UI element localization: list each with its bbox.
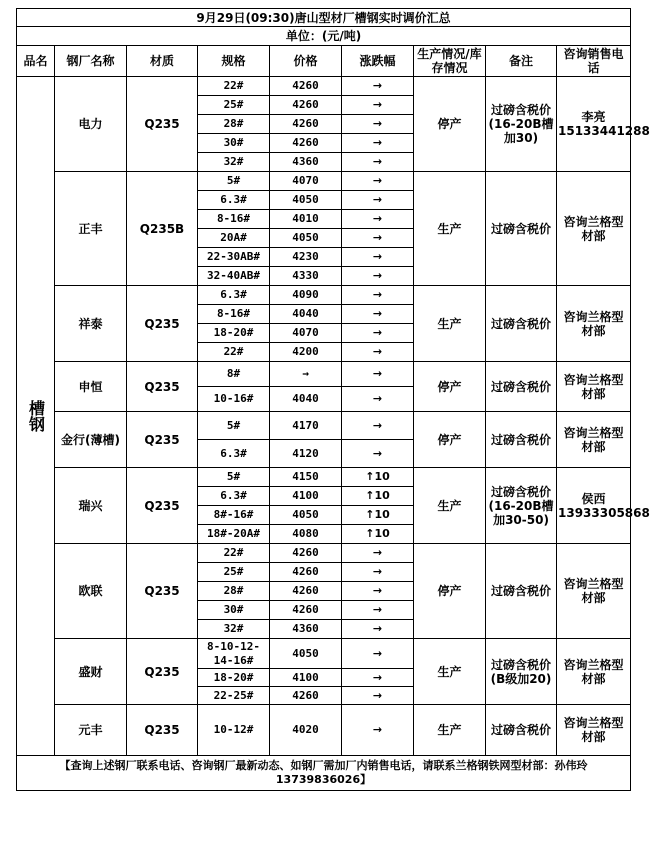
material: Q235 <box>127 286 198 362</box>
header-change: 涨跌幅 <box>342 46 414 77</box>
price: 4070 <box>270 324 342 343</box>
change: → <box>342 96 414 115</box>
price: 4260 <box>270 134 342 153</box>
spec: 20A# <box>198 229 270 248</box>
spec: 5# <box>198 468 270 487</box>
mill-name: 盛财 <box>55 639 127 705</box>
table-row <box>17 639 631 669</box>
spec: 18-20# <box>198 669 270 687</box>
change: → <box>342 687 414 705</box>
header-spec: 规格 <box>198 46 270 77</box>
spec: 18#-20A# <box>198 525 270 544</box>
material: Q235 <box>127 705 198 756</box>
price-summary-table <box>16 8 650 791</box>
spec: 32-40AB# <box>198 267 270 286</box>
price: 4260 <box>270 601 342 620</box>
spec: 18-20# <box>198 324 270 343</box>
price: 4070 <box>270 172 342 191</box>
price: 4360 <box>270 620 342 639</box>
price: 4020 <box>270 705 342 756</box>
price: 4360 <box>270 153 342 172</box>
remark: 过磅含税价(B级加20) <box>486 639 557 705</box>
contact: 咨询兰格型材部 <box>557 705 631 756</box>
status: 生产 <box>414 172 486 286</box>
price: → <box>270 362 342 387</box>
change: → <box>342 248 414 267</box>
price: 4040 <box>270 305 342 324</box>
header-status: 生产情况/库存情况 <box>414 46 486 77</box>
remark: 过磅含税价 <box>486 544 557 639</box>
spec: 8-16# <box>198 210 270 229</box>
contact: 咨询兰格型材部 <box>557 172 631 286</box>
spec: 8-16# <box>198 305 270 324</box>
change: → <box>342 115 414 134</box>
status: 停产 <box>414 412 486 468</box>
change: ↑10 <box>342 506 414 525</box>
spec: 6.3# <box>198 440 270 468</box>
price: 4010 <box>270 210 342 229</box>
remark: 过磅含税价 <box>486 362 557 412</box>
contact: 咨询兰格型材部 <box>557 412 631 468</box>
change: ↑10 <box>342 525 414 544</box>
status: 生产 <box>414 639 486 705</box>
spec: 6.3# <box>198 286 270 305</box>
change: → <box>342 229 414 248</box>
unit-label: 单位：(元/吨) <box>17 27 631 46</box>
material: Q235 <box>127 639 198 705</box>
change: → <box>342 77 414 96</box>
change: → <box>342 669 414 687</box>
mill-name: 电力 <box>55 77 127 172</box>
change: → <box>342 153 414 172</box>
change: → <box>342 387 414 412</box>
remark: 过磅含税价(16-20B槽加30-50) <box>486 468 557 544</box>
status: 生产 <box>414 286 486 362</box>
change: → <box>342 305 414 324</box>
header-material: 材质 <box>127 46 198 77</box>
spec: 32# <box>198 153 270 172</box>
spec: 32# <box>198 620 270 639</box>
change: → <box>342 343 414 362</box>
contact: 咨询兰格型材部 <box>557 362 631 412</box>
spec: 25# <box>198 96 270 115</box>
spec: 25# <box>198 563 270 582</box>
spec: 6.3# <box>198 191 270 210</box>
change: → <box>342 440 414 468</box>
price: 4170 <box>270 412 342 440</box>
contact: 咨询兰格型材部 <box>557 639 631 705</box>
price: 4150 <box>270 468 342 487</box>
mill-name: 祥泰 <box>55 286 127 362</box>
footer-note: 【查询上述钢厂联系电话、咨询钢厂最新动态、如钢厂需加厂内销售电话，请联系兰格钢铁网型材部：孙伟玲13739836026】 <box>17 756 631 791</box>
change: → <box>342 191 414 210</box>
status: 生产 <box>414 705 486 756</box>
change: → <box>342 620 414 639</box>
price: 4100 <box>270 669 342 687</box>
status: 停产 <box>414 362 486 412</box>
header-contact: 咨询销售电话 <box>557 46 631 77</box>
material: Q235 <box>127 468 198 544</box>
spec: 8# <box>198 362 270 387</box>
contact: 咨询兰格型材部 <box>557 544 631 639</box>
header-mill: 钢厂名称 <box>55 46 127 77</box>
spec: 10-12# <box>198 705 270 756</box>
remark: 过磅含税价 <box>486 412 557 468</box>
spec: 5# <box>198 172 270 191</box>
change: → <box>342 286 414 305</box>
table-row <box>17 544 631 563</box>
price: 4050 <box>270 229 342 248</box>
table-row <box>17 705 631 756</box>
change: → <box>342 563 414 582</box>
header-remark: 备注 <box>486 46 557 77</box>
price: 4260 <box>270 77 342 96</box>
table-row <box>17 77 631 96</box>
mill-name: 元丰 <box>55 705 127 756</box>
contact: 李亮15133441288 <box>557 77 631 172</box>
spec: 28# <box>198 582 270 601</box>
spec: 22-30AB# <box>198 248 270 267</box>
price: 4260 <box>270 563 342 582</box>
contact: 侯西13933305868 <box>557 468 631 544</box>
mill-name: 正丰 <box>55 172 127 286</box>
mill-name: 申恒 <box>55 362 127 412</box>
material: Q235 <box>127 362 198 412</box>
price: 4120 <box>270 440 342 468</box>
material: Q235 <box>127 544 198 639</box>
spec: 22# <box>198 544 270 563</box>
change: → <box>342 210 414 229</box>
price: 4100 <box>270 487 342 506</box>
contact: 咨询兰格型材部 <box>557 286 631 362</box>
spec: 8-10-12-14-16# <box>198 639 270 669</box>
remark: 过磅含税价(16-20B槽加30) <box>486 77 557 172</box>
spec: 22# <box>198 77 270 96</box>
price: 4090 <box>270 286 342 305</box>
category-cell: 槽钢 <box>17 77 55 756</box>
remark: 过磅含税价 <box>486 172 557 286</box>
status: 停产 <box>414 544 486 639</box>
change: → <box>342 324 414 343</box>
spec: 5# <box>198 412 270 440</box>
price: 4050 <box>270 639 342 669</box>
change: → <box>342 267 414 286</box>
change: ↑10 <box>342 487 414 506</box>
change: → <box>342 544 414 563</box>
material: Q235 <box>127 412 198 468</box>
header-price: 价格 <box>270 46 342 77</box>
price: 4260 <box>270 96 342 115</box>
change: → <box>342 705 414 756</box>
table-row <box>17 362 631 387</box>
price: 4260 <box>270 115 342 134</box>
change: → <box>342 582 414 601</box>
material: Q235B <box>127 172 198 286</box>
status: 停产 <box>414 77 486 172</box>
change: ↑10 <box>342 468 414 487</box>
table-row <box>17 468 631 487</box>
table-row <box>17 412 631 440</box>
spec: 30# <box>198 134 270 153</box>
price: 4080 <box>270 525 342 544</box>
price: 4260 <box>270 582 342 601</box>
table-row <box>17 286 631 305</box>
spec: 10-16# <box>198 387 270 412</box>
spec: 8#-16# <box>198 506 270 525</box>
mill-name: 瑞兴 <box>55 468 127 544</box>
change: → <box>342 412 414 440</box>
material: Q235 <box>127 77 198 172</box>
price: 4040 <box>270 387 342 412</box>
header-product: 品名 <box>17 46 55 77</box>
change: → <box>342 639 414 669</box>
spec: 28# <box>198 115 270 134</box>
remark: 过磅含税价 <box>486 705 557 756</box>
table-title: 9月29日(09:30)唐山型材厂槽钢实时调价汇总 <box>17 9 631 27</box>
price: 4230 <box>270 248 342 267</box>
change: → <box>342 601 414 620</box>
change: → <box>342 362 414 387</box>
table-row <box>17 172 631 191</box>
price: 4330 <box>270 267 342 286</box>
price: 4260 <box>270 687 342 705</box>
price: 4050 <box>270 191 342 210</box>
price: 4200 <box>270 343 342 362</box>
change: → <box>342 134 414 153</box>
spec: 22# <box>198 343 270 362</box>
price: 4050 <box>270 506 342 525</box>
remark: 过磅含税价 <box>486 286 557 362</box>
spec: 30# <box>198 601 270 620</box>
mill-name: 欧联 <box>55 544 127 639</box>
spec: 6.3# <box>198 487 270 506</box>
status: 生产 <box>414 468 486 544</box>
change: → <box>342 172 414 191</box>
spec: 22-25# <box>198 687 270 705</box>
mill-name: 金行(薄槽) <box>55 412 127 468</box>
price: 4260 <box>270 544 342 563</box>
